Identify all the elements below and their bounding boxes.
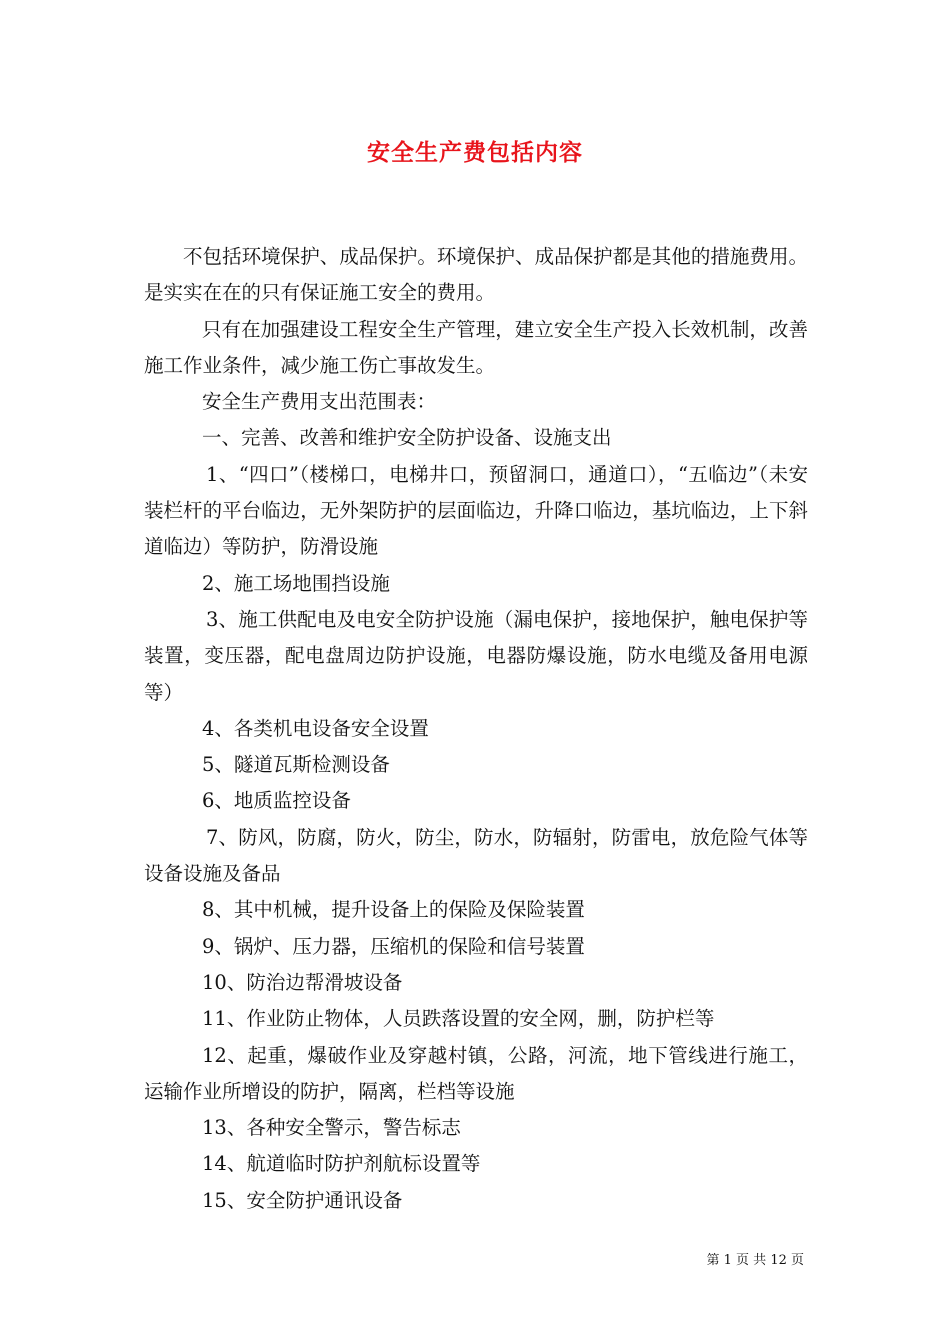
list-item: 11、作业防止物体，人员跌落设置的安全网，删，防护栏等	[202, 1007, 715, 1031]
document-title: 安全生产费包括内容	[367, 139, 583, 166]
list-item: 14、航道临时防护剂航标设置等	[202, 1152, 481, 1176]
paragraph: 不包括环境保护、成品保护。环境保护、成品保护都是其他的措施费用。是实实在在的只有保证施工安全的费用。	[144, 245, 808, 305]
list-item: 10、防治边帮滑坡设备	[202, 970, 403, 994]
list-item: 13、各种安全警示，警告标志	[202, 1116, 461, 1140]
list-item: 5、隧道瓦斯检测设备	[202, 753, 390, 777]
list-item: 2、施工场地围挡设施	[202, 571, 390, 595]
page-number: 第 1 页 共 12 页	[706, 1253, 804, 1268]
list-item: 8、其中机械，提升设备上的保险及保险装置	[202, 898, 585, 922]
list-item: 9、锅炉、压力器，压缩机的保险和信号装置	[202, 934, 585, 958]
paragraph: 一、完善、改善和维护安全防护设备、设施支出	[202, 426, 612, 450]
list-item: 3、施工供配电及电安全防护设施（漏电保护，接地保护，触电保护等装置，变压器，配电盘周边防护设施，电器防爆设施，防水电缆及备用电源等）	[144, 607, 808, 704]
list-item: 6、地质监控设备	[202, 789, 351, 813]
paragraph: 安全生产费用支出范围表：	[202, 390, 437, 414]
list-item: 12、起重，爆破作业及穿越村镇，公路，河流，地下管线进行施工，运输作业所增设的防护，隔离，栏档等设施	[144, 1043, 808, 1103]
list-item: 4、各类机电设备安全设置	[202, 716, 429, 740]
document-body	[144, 239, 808, 1219]
list-item: 7、防风，防腐，防火，防尘，防水，防辐射，防雷电，放危险气体等设备设施及备品	[144, 825, 808, 886]
paragraph: 只有在加强建设工程安全生产管理，建立安全生产投入长效机制，改善施工作业条件，减少施工伤亡事故发生。	[144, 317, 808, 377]
list-item: 15、安全防护通讯设备	[202, 1188, 403, 1212]
list-item: 1、“四口”（楼梯口，电梯井口，预留洞口，通道口），“五临边”（未安装栏杆的平台临边，无外架防护的层面临边，升降口临边，基坑临边，上下斜道临边）等防护，防滑设施	[144, 462, 808, 559]
